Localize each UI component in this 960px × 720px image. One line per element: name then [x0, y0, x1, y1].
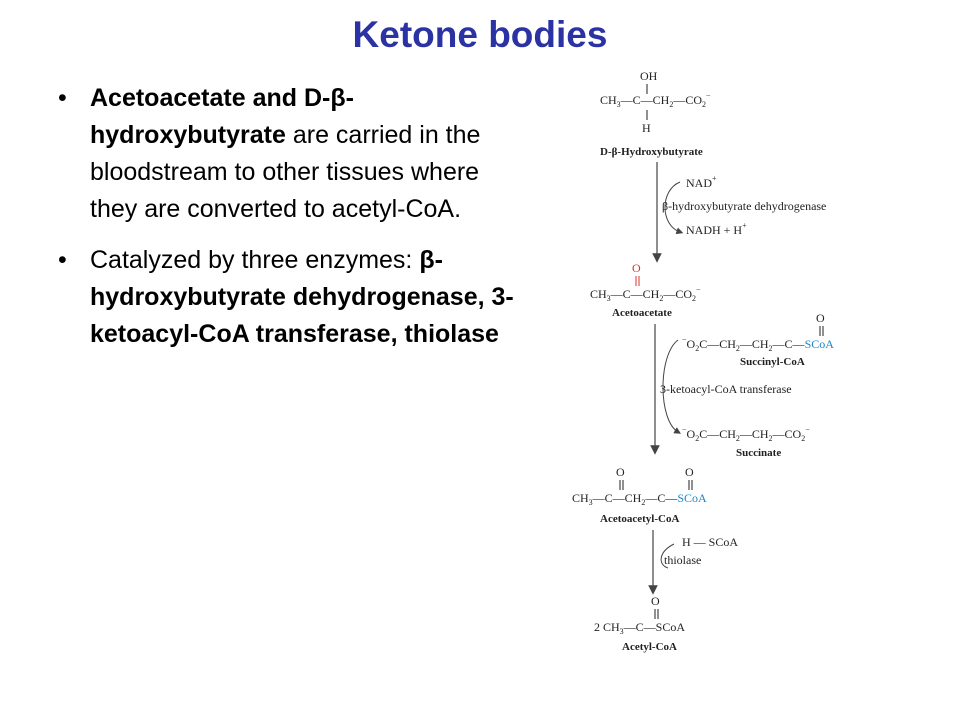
svg-text:2 CH3—C—SCoA: 2 $CH_3—C—SCoA$ — [594, 620, 686, 636]
svg-text:−O2C—CH2—CH2—C—SCoA: $^-O_2C—CH_2—CH_2—C—SCoA$ — [682, 335, 834, 353]
svg-text:CH3—C—CH2—CO2−: $CH_3—C—CH_2—CO_2^-$ — [600, 91, 711, 109]
bullet-2-text: Catalyzed by three enzymes: — [90, 246, 420, 274]
svg-text:O: O — [816, 311, 825, 325]
step1-nadh: NADH + H+ — [686, 221, 747, 237]
compound-acetoacetyl-coa: Acetoacetyl-CoA — [600, 513, 680, 525]
compound-acetyl-coa: Acetyl-CoA — [622, 641, 677, 653]
succinate-structure — [682, 425, 810, 443]
compound-succinate: Succinate — [736, 447, 782, 459]
step3-enzyme: thiolase — [664, 553, 702, 567]
acetoacetate-structure — [590, 261, 701, 303]
slide-title: Ketone bodies — [352, 14, 608, 55]
compound-succinyl-coa: Succinyl-CoA — [740, 356, 805, 368]
step3-hscoa: H — SCoA — [682, 535, 739, 549]
step1-enzyme: β-hydroxybutyrate dehydrogenase — [662, 199, 827, 213]
svg-text:O: O — [616, 465, 625, 479]
svg-text:O: O — [685, 465, 694, 479]
bullet-dot: • — [58, 84, 67, 112]
compound-acetoacetate: Acetoacetate — [612, 307, 672, 319]
bullet-dot: • — [58, 246, 67, 274]
bullet-item-2 — [52, 242, 522, 353]
bullet-1-bold-start: Acetoacetate and D-β- — [90, 84, 354, 112]
svg-text:O: O — [651, 594, 660, 608]
succinyl-coa-structure — [682, 311, 834, 353]
svg-text:O: O — [632, 261, 641, 275]
step2-enzyme: 3-ketoacyl-CoA transferase — [660, 382, 792, 396]
svg-text:−O2C—CH2—CH2—CO2−: $^-O_2C—CH_2—CH_2—CO_2^-$ — [682, 425, 810, 443]
acetyl-coa-structure — [594, 594, 685, 636]
step1-nad: NAD+ — [686, 174, 717, 190]
svg-text:H: H — [642, 121, 651, 135]
bullet-1-text: are carried in the bloodstream to other tissues where they are converted to acetyl-CoA. — [90, 121, 481, 223]
svg-text:CH3—C—CH2—C—SCoA: $CH_3—C—CH_2—C—SCoA$ — [572, 491, 707, 507]
ketone-pathway-diagram — [560, 60, 890, 660]
compound-hydroxybutyrate: D-β-Hydroxybutyrate — [600, 146, 703, 158]
svg-text:CH3—C—CH2—CO2−: $CH_3—C—CH_2—CO_2^-$ — [590, 285, 701, 303]
acetoacetyl-coa-structure — [572, 465, 707, 507]
bullet-2-bold-enzymes: β-hydroxybutyrate dehydrogenase, 3-ketoacyl-CoA transferase, thiolase — [90, 246, 514, 348]
hydroxybutyrate-structure — [600, 69, 711, 135]
bullet-list — [52, 80, 522, 367]
bullet-1-bold-term: hydroxybutyrate — [90, 121, 286, 149]
bullet-item-1 — [52, 80, 522, 228]
svg-text:OH: OH — [640, 69, 658, 83]
